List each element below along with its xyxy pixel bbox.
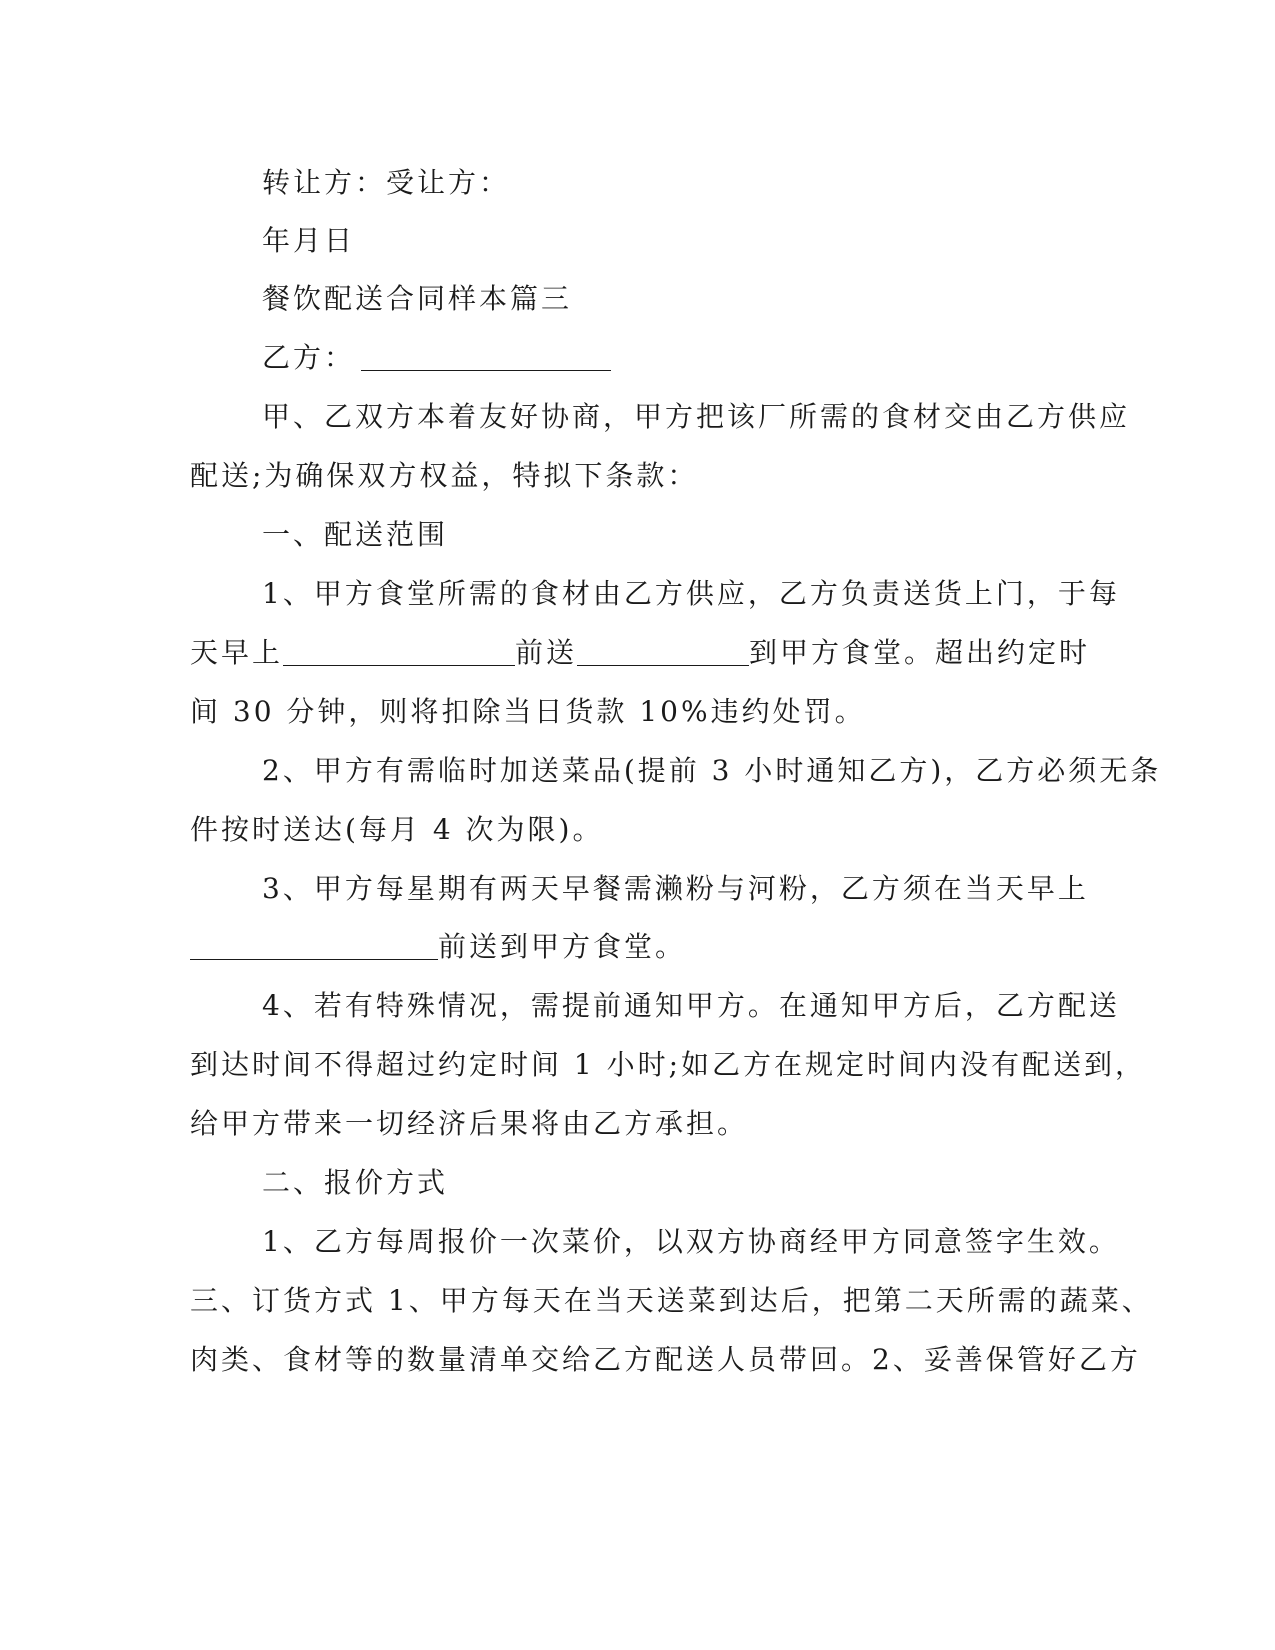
heading-delivery-scope xyxy=(0,518,1275,552)
clause-line xyxy=(0,754,1275,788)
paragraph-line xyxy=(0,459,1275,493)
clause-line-with-blanks xyxy=(0,636,1275,670)
clause-line xyxy=(0,1048,1275,1082)
signature-line-text: 转让方：受让方： xyxy=(262,166,511,199)
delivery-time-blank xyxy=(283,637,515,666)
delivery-item-blank xyxy=(577,637,749,666)
clause-text: 1、乙方每周报价一次菜价，以双方协商经甲方同意签字生效。 xyxy=(262,1225,1120,1258)
clause-text: 给甲方带来一切经济后果将由乙方承担。 xyxy=(190,1107,749,1140)
clause-line xyxy=(0,577,1275,611)
party-b-label: 乙方： xyxy=(262,341,356,374)
clause-text: 4、若有特殊情况，需提前通知甲方。在通知甲方后，乙方配送 xyxy=(262,989,1120,1022)
clause-line xyxy=(0,695,1275,729)
section-title xyxy=(0,282,1275,316)
clause-text: 天早上 xyxy=(190,636,284,669)
clause-line xyxy=(0,872,1275,906)
clause-text: 前送 xyxy=(515,636,578,669)
heading-text: 一、配送范围 xyxy=(262,518,449,551)
clause-line xyxy=(0,813,1275,847)
clause-text: 间 30 分钟，则将扣除当日货款 10%违约处罚。 xyxy=(190,695,866,728)
party-b-line xyxy=(0,341,1275,375)
clause-text: 到甲方食堂。超出约定时 xyxy=(749,636,1091,669)
clause-line xyxy=(0,1343,1275,1377)
paragraph-text: 甲、乙双方本着友好协商，甲方把该厂所需的食材交由乙方供应 xyxy=(262,400,1131,433)
clause-text: 前送到甲方食堂。 xyxy=(438,930,687,963)
signature-line-transferor-transferee xyxy=(0,166,1275,200)
clause-line xyxy=(0,1284,1275,1318)
heading-pricing xyxy=(0,1166,1275,1200)
section-title-text: 餐饮配送合同样本篇三 xyxy=(262,282,573,315)
paragraph-line xyxy=(0,400,1275,434)
party-b-name-blank xyxy=(361,342,611,371)
clause-text: 到达时间不得超过约定时间 1 小时;如乙方在规定时间内没有配送到， xyxy=(190,1048,1147,1081)
date-line xyxy=(0,224,1275,258)
date-line-text: 年月日 xyxy=(262,224,356,257)
clause-line xyxy=(0,1225,1275,1259)
clause-line-with-blank xyxy=(0,930,1275,964)
clause-text: 肉类、食材等的数量清单交给乙方配送人员带回。2、妥善保管好乙方 xyxy=(190,1343,1141,1376)
clause-text: 1、甲方食堂所需的食材由乙方供应，乙方负责送货上门，于每 xyxy=(262,577,1120,610)
heading-text: 二、报价方式 xyxy=(262,1166,449,1199)
clause-text: 2、甲方有需临时加送菜品(提前 3 小时通知乙方)，乙方必须无条 xyxy=(262,754,1162,787)
clause-text: 3、甲方每星期有两天早餐需濑粉与河粉，乙方须在当天早上 xyxy=(262,872,1089,905)
clause-text: 三、订货方式 1、甲方每天在当天送菜到达后，把第二天所需的蔬菜、 xyxy=(190,1284,1153,1317)
breakfast-time-blank xyxy=(190,931,438,960)
paragraph-text: 配送;为确保双方权益，特拟下条款： xyxy=(190,459,699,492)
clause-line xyxy=(0,989,1275,1023)
clause-text: 件按时送达(每月 4 次为限)。 xyxy=(190,813,604,846)
clause-line xyxy=(0,1107,1275,1141)
